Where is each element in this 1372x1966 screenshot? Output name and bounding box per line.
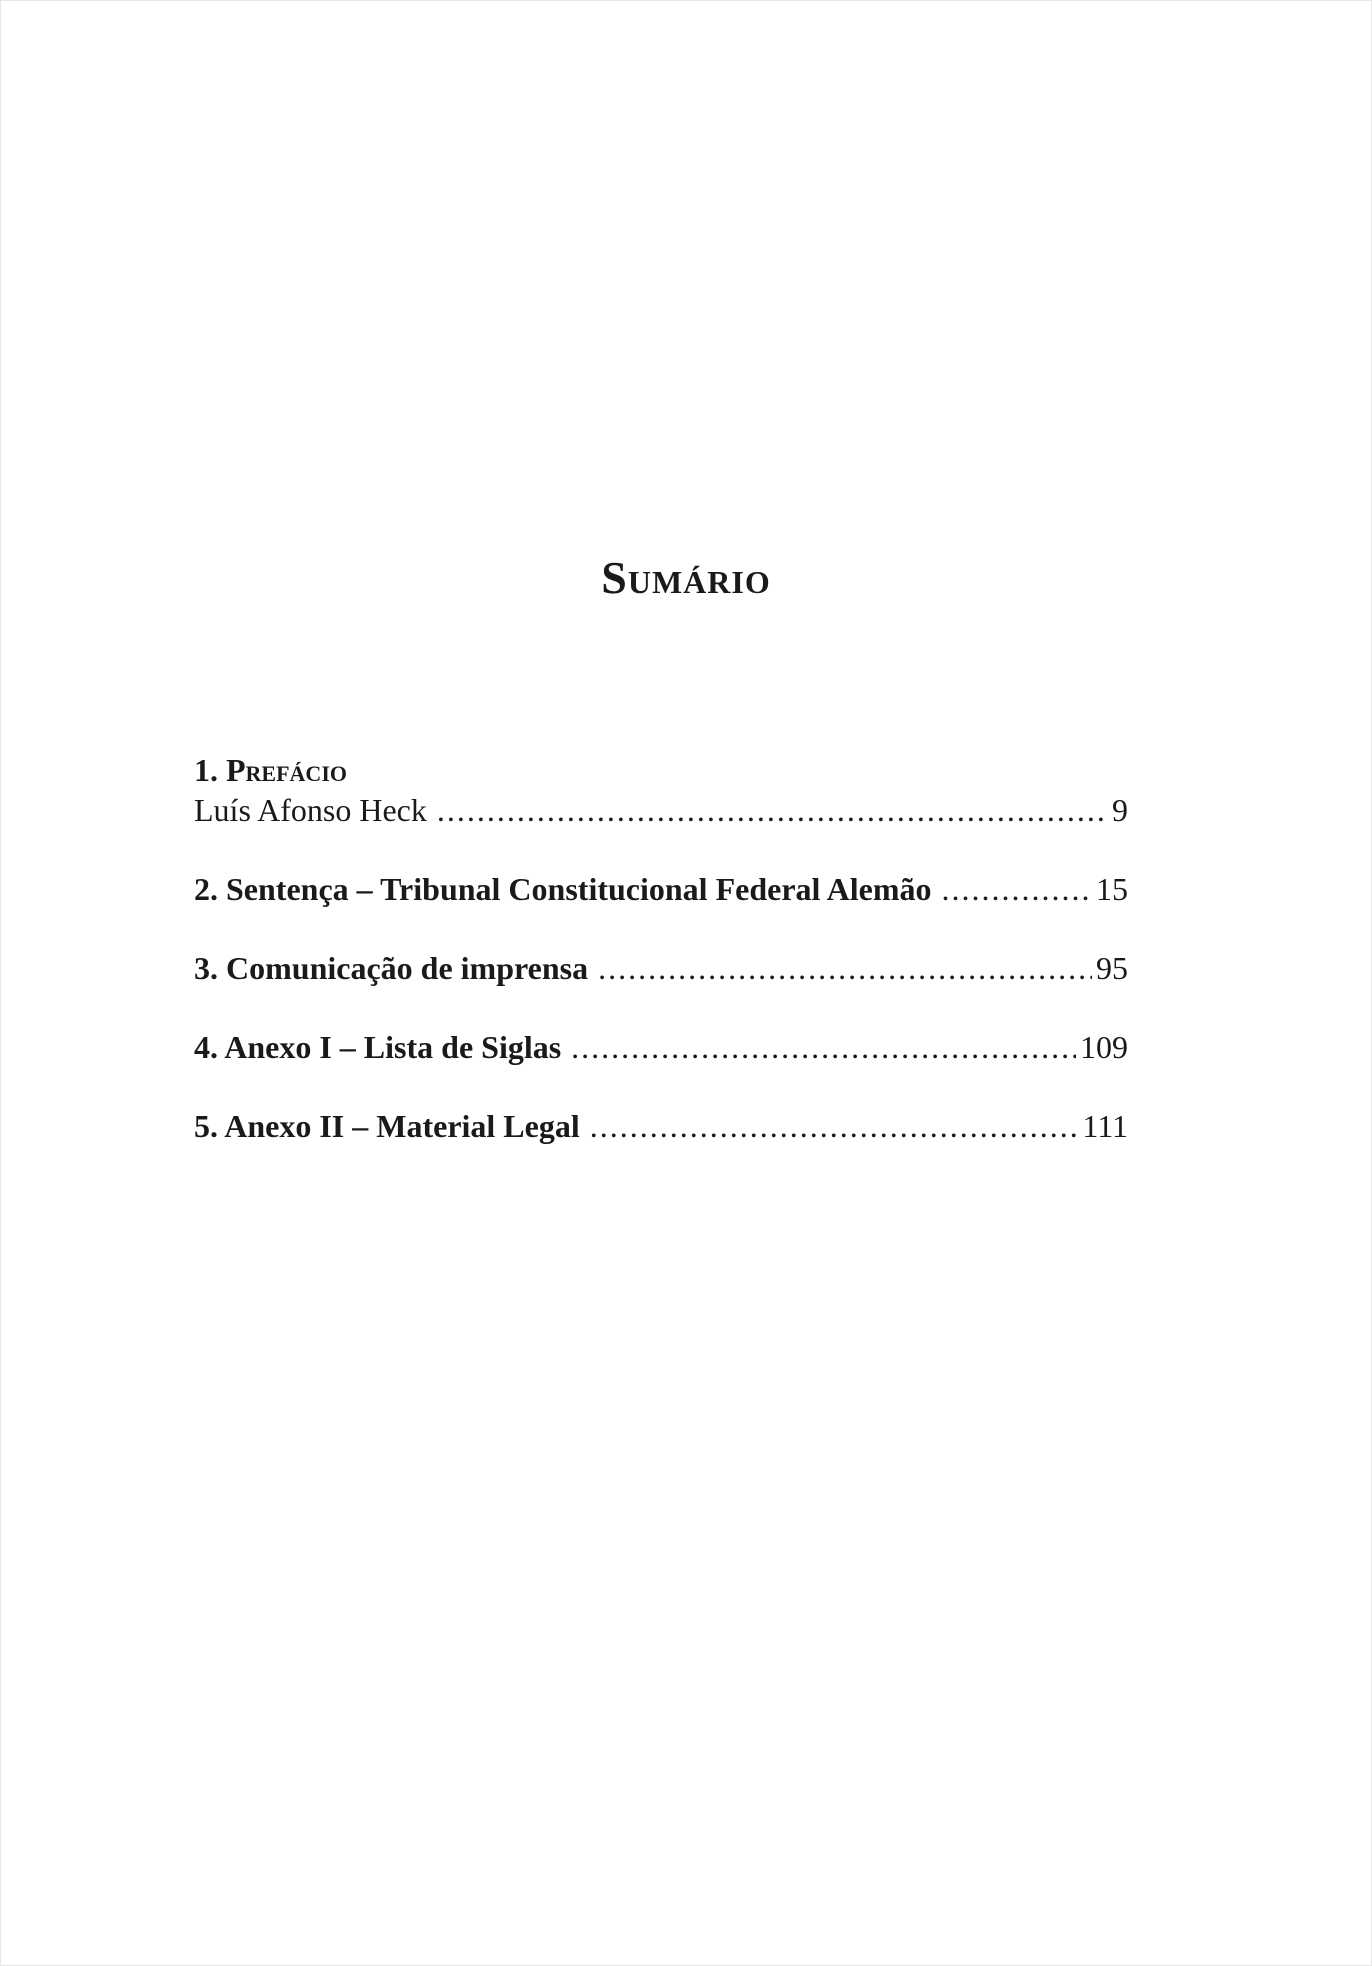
toc-entry-2[interactable]	[194, 869, 1128, 909]
toc-page-number: 111	[1082, 1108, 1128, 1144]
toc-entry-label: Luís Afonso Heck	[194, 792, 427, 828]
toc-entry-heading: 1. Prefácio	[194, 752, 347, 788]
toc-page-number: 9	[1112, 792, 1128, 828]
toc-entry-4[interactable]	[194, 1027, 1128, 1067]
toc-entry-label: 3. Comunicação de imprensa	[194, 950, 589, 986]
toc-entry-5[interactable]	[194, 1106, 1128, 1146]
toc-entry-1[interactable]	[194, 750, 1128, 830]
table-of-contents	[194, 750, 1128, 1185]
toc-page-number: 95	[1096, 950, 1128, 986]
toc-entry-3[interactable]	[194, 948, 1128, 988]
toc-entry-line	[194, 869, 1128, 909]
toc-entry-line	[194, 948, 1128, 988]
toc-entry-line	[194, 1106, 1128, 1146]
toc-entry-label: 4. Anexo I – Lista de Siglas	[194, 1029, 562, 1065]
dot-leader	[571, 1027, 1076, 1067]
dot-leader	[598, 948, 1092, 988]
toc-entry-line	[194, 1027, 1128, 1067]
toc-page-number: 109	[1080, 1029, 1128, 1065]
toc-entry-label: 5. Anexo II – Material Legal	[194, 1108, 580, 1144]
page-title: Sumário	[601, 551, 771, 603]
toc-entry-line	[194, 790, 1128, 830]
dot-leader	[942, 869, 1093, 909]
dot-leader	[590, 1106, 1079, 1146]
dot-leader	[437, 790, 1108, 830]
toc-entry-label: 2. Sentença – Tribunal Constitucional Federal Alemão	[194, 871, 932, 907]
toc-page-number: 15	[1096, 871, 1128, 907]
